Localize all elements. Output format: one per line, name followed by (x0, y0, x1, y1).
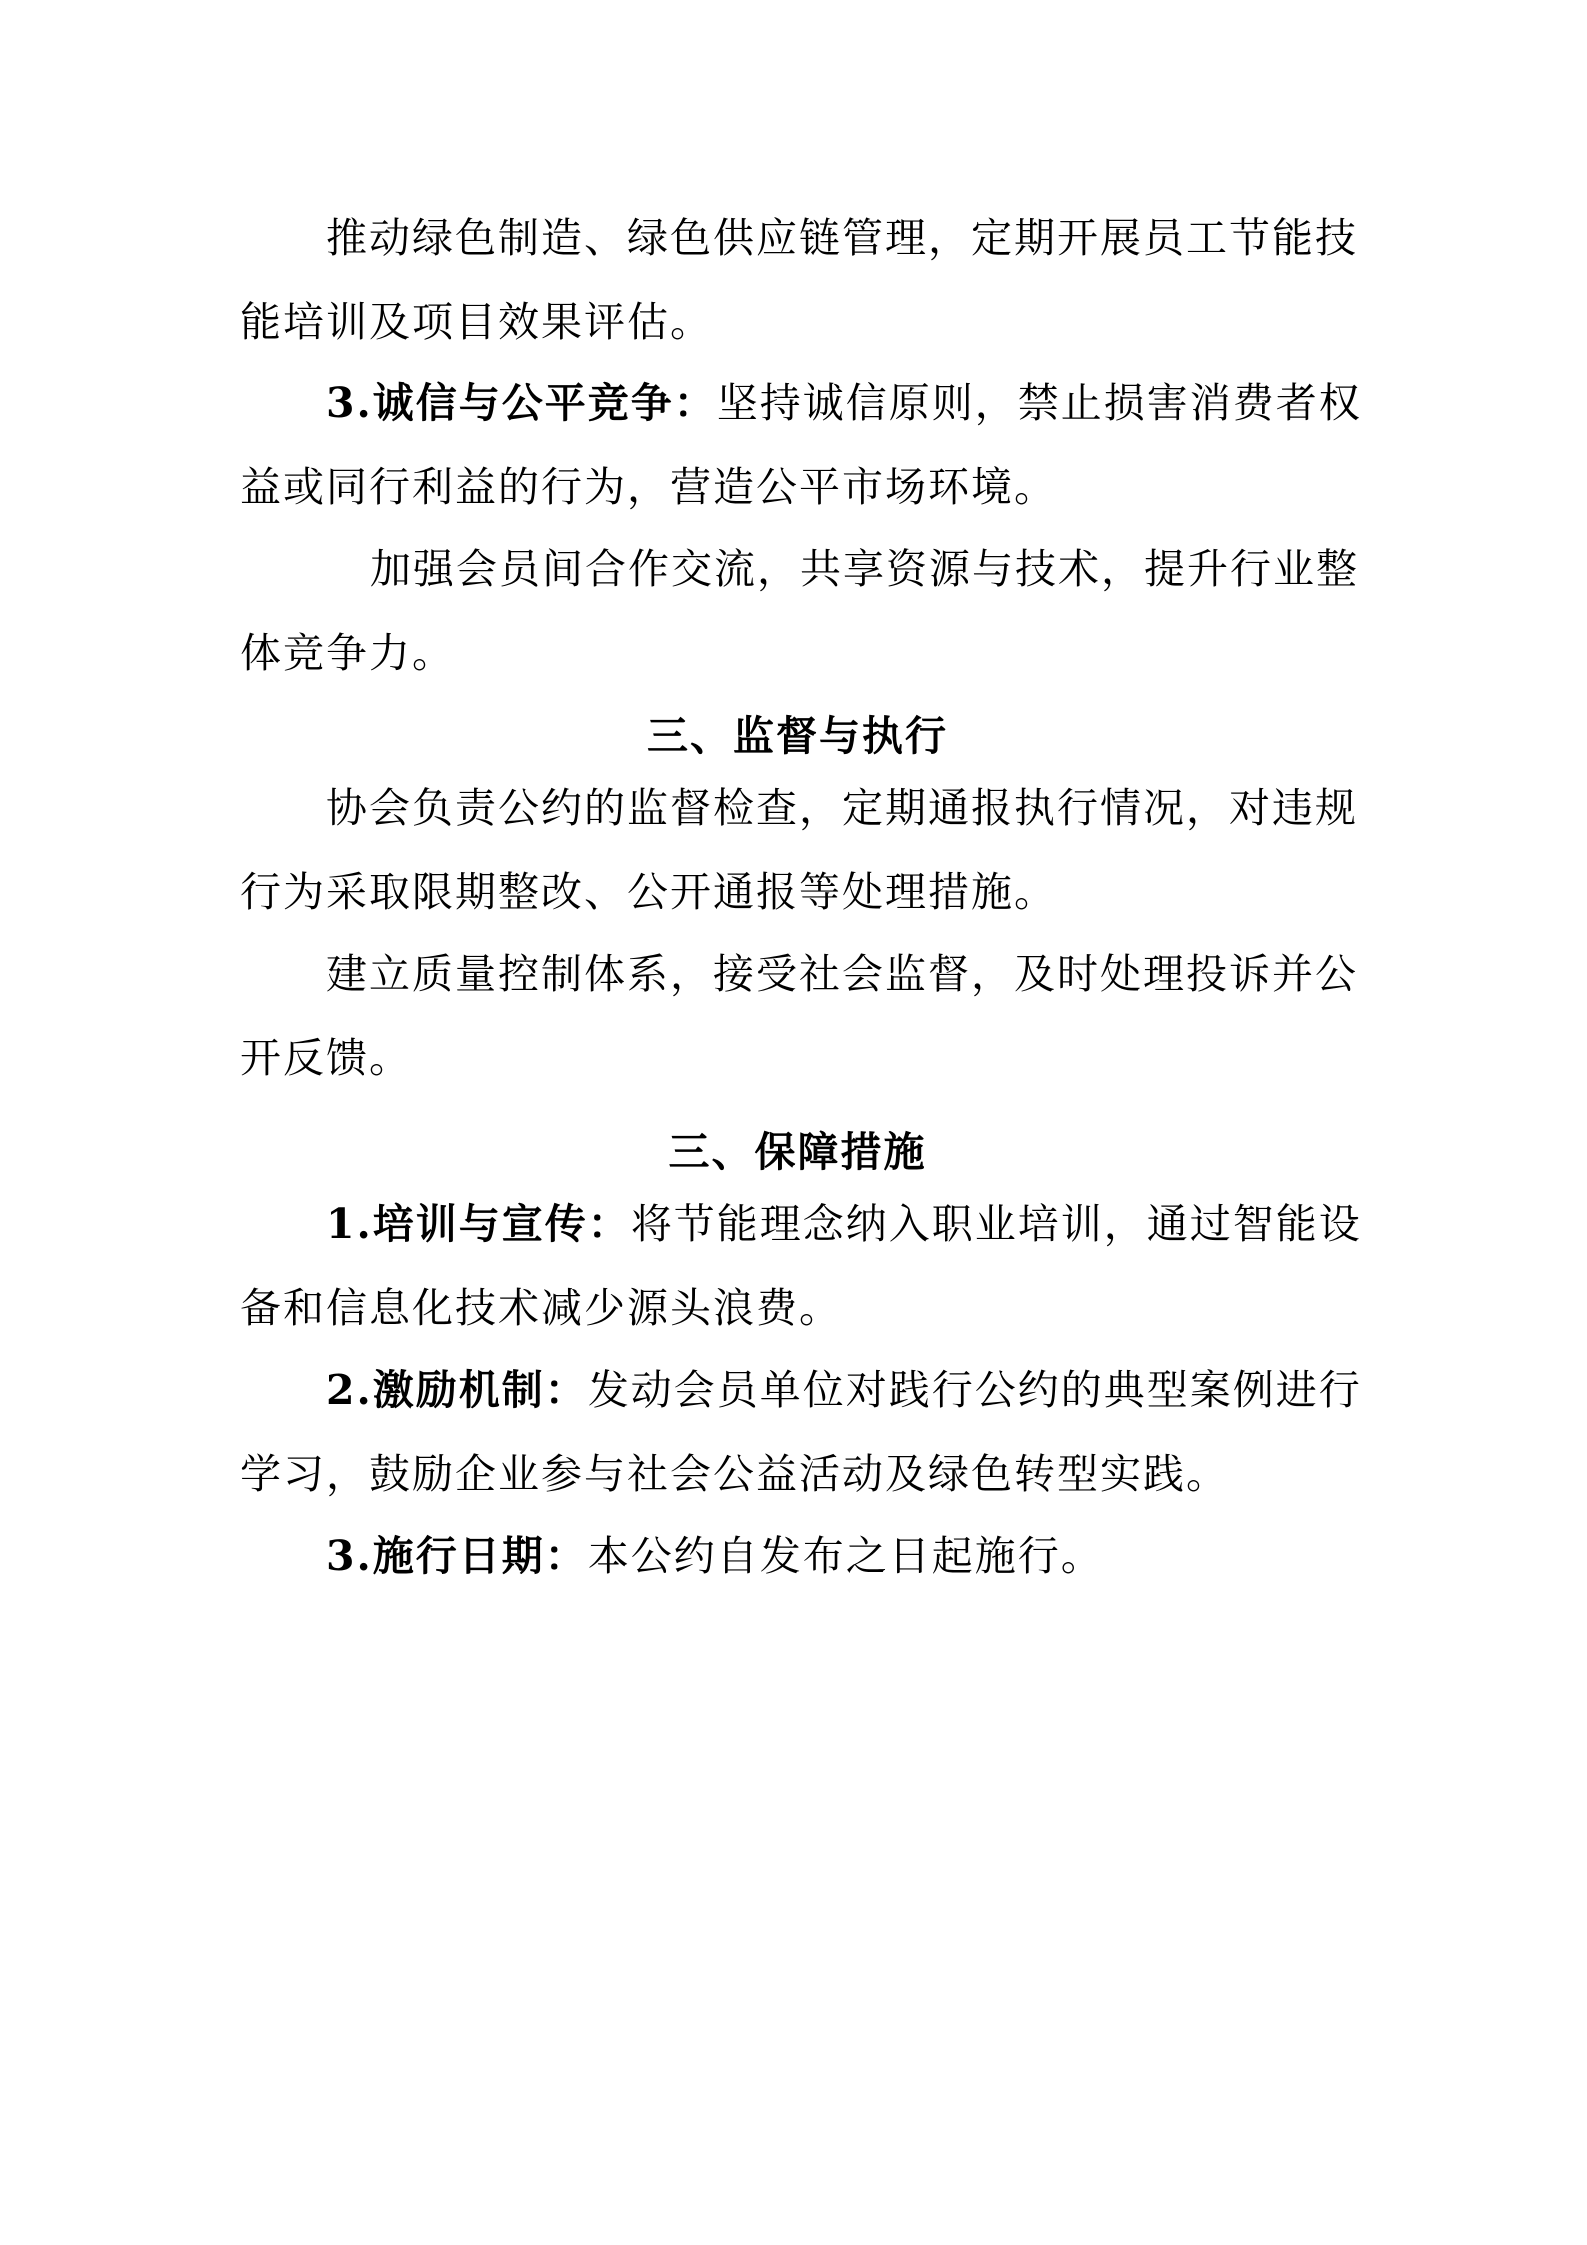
paragraph-8-line-2: 备和信息化技术减少源头浪费。 (240, 1284, 842, 1332)
paragraph-2-line-2: 益或同行利益的行为，营造公平市场环境。 (240, 463, 1057, 511)
paragraph-9-lead: 2.激励机制： (326, 1366, 588, 1414)
paragraph-3-line-2: 体竞争力。 (240, 629, 455, 677)
paragraph-2-text: 坚持诚信原则，禁止损害消费者权 (716, 379, 1362, 427)
paragraph-8-line-1 (326, 1196, 1362, 1252)
paragraph-5-line-2: 行为采取限期整改、公开通报等处理措施。 (240, 868, 1057, 916)
paragraph-10-lead: 3.施行日期： (326, 1532, 588, 1580)
paragraph-2-lead: 3.诚信与公平竞争： (326, 379, 717, 427)
paragraph-8-text: 将节能理念纳入职业培训，通过智能设 (630, 1200, 1362, 1248)
paragraph-2-line-1 (326, 375, 1362, 431)
section-heading-safeguards: 三、保障措施 (668, 1128, 927, 1176)
paragraph-1-line-1: 推动绿色制造、绿色供应链管理，定期开展员工节能技 (326, 214, 1358, 262)
paragraph-9-text: 发动会员单位对践行公约的典型案例进行 (587, 1366, 1362, 1414)
paragraph-8-lead: 1.培训与宣传： (326, 1200, 631, 1248)
paragraph-9-line-2: 学习，鼓励企业参与社会公益活动及绿色转型实践。 (240, 1450, 1229, 1498)
paragraph-6-line-2: 开反馈。 (240, 1034, 412, 1082)
paragraph-3-line-1: 加强会员间合作交流，共享资源与技术，提升行业整 (370, 545, 1359, 593)
paragraph-1-line-2: 能培训及项目效果评估。 (240, 298, 713, 346)
paragraph-10-line-1 (326, 1528, 1104, 1584)
paragraph-10-text: 本公约自发布之日起施行。 (587, 1532, 1104, 1580)
paragraph-6-line-1: 建立质量控制体系，接受社会监督，及时处理投诉并公 (326, 950, 1358, 998)
paragraph-9-line-1 (326, 1362, 1362, 1418)
section-heading-supervision: 三、监督与执行 (647, 712, 948, 760)
paragraph-5-line-1: 协会负责公约的监督检查，定期通报执行情况，对违规 (326, 784, 1358, 832)
